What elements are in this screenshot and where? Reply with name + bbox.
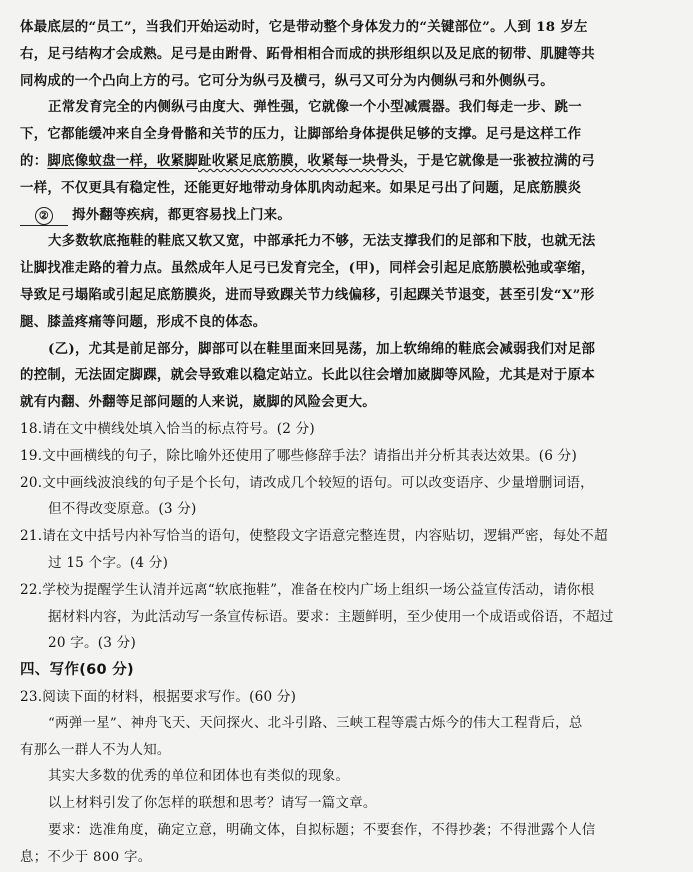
passage-line: 一样，不仅更具有稳定性，还能更好地带动身体肌肉动起来。如果足弓出了问题，足底筋膜炎	[20, 179, 582, 196]
passage-line: 就有内翻、外翻等足部问题的人来说，崴脚的风险会更大。	[20, 394, 376, 411]
question-21-cont: 过 15 个字。(4 分)	[48, 554, 169, 571]
underlined-sentence: 脚底像蚊盘一样，收紧脚	[47, 152, 198, 169]
question-23: 23.阅读下面的材料，根据要求写作。(60 分)	[20, 688, 297, 705]
question-22: 22.学校为提醒学生认清并远离“软底拖鞋”，准备在校内广场上组织一场公益宣传活动，请你根	[20, 581, 595, 598]
blank-number: ②	[35, 207, 53, 225]
question-18: 18.请在文中横线处填入恰当的标点符号。(2 分)	[20, 420, 315, 437]
passage-text: 拇外翻等疾病，都更容易找上门来。	[72, 206, 292, 223]
requirement-line: 息；不少于 800 字。	[20, 849, 152, 865]
question-20-cont: 但不得改变原意。(3 分)	[48, 501, 197, 518]
passage-line	[20, 148, 677, 175]
passage-line: 下，它都能缓冲来自全身骨骼和关节的压力，让脚部给身体提供足够的支撑。足弓是这样工作	[20, 126, 582, 143]
passage-text: ，于是它就像是一张被拉满的弓	[403, 152, 596, 169]
passage-line: 体最底层的“员工”，当我们开始运动时，它是带动整个身体发力的“关键部位”。人到 18 岁左	[20, 19, 588, 35]
passage-line: 导致足弓塌陷或引起足底筋膜炎，进而导致踝关节力线偏移，引起踝关节退变，甚至引发“X”形	[20, 286, 595, 303]
section-heading-writing: 四、写作(60 分)	[20, 662, 134, 679]
material-line: 有那么一群人不为人知。	[20, 742, 171, 758]
passage-line: 同构成的一个凸向上方的弓。它可分为纵弓及横弓，纵弓又可分为内侧纵弓和外侧纵弓。	[20, 72, 554, 89]
question-19: 19.文中画横线的句子，除比喻外还使用了哪些修辞手法？请指出并分析其表达效果。(6 分)	[20, 447, 577, 464]
wavy-underlined-sentence: 趾收紧足底筋膜，收紧每一块骨头	[198, 152, 404, 169]
question-20: 20.文中画线波浪线的句子是个长句，请改成几个较短的语句。可以改变语序、少量增删词语，	[20, 474, 594, 491]
material-line: 其实大多数的优秀的单位和团体也有类似的现象。	[48, 769, 350, 785]
passage-line: 正常发育完全的内侧纵弓由度大、弹性强，它就像一个小型减震器。我们每走一步、跳一	[48, 99, 582, 116]
passage-line: (乙)，尤其是前足部分，脚部可以在鞋里面来回晃荡，加上软绵绵的鞋底会减弱我们对足部	[48, 340, 596, 357]
requirement-line: 要求：选准角度，确定立意，明确文体，自拟标题；不要套作，不得抄袭；不得泄露个人信	[48, 822, 596, 838]
material-line: “两弹一星”、神舟飞天、天问探火、北斗引路、三峡工程等震古烁今的伟大工程背后，总	[48, 715, 583, 731]
material-line: 以上材料引发了你怎样的联想和思考？请写一篇文章。	[48, 796, 377, 812]
passage-line: 大多数软底拖鞋的鞋底又软又宽，中部承托力不够，无法支撑我们的足部和下肢，也就无法	[48, 233, 596, 250]
question-22-cont: 20 字。(3 分)	[48, 635, 136, 652]
passage-line: 右，足弓结构才会成熟。足弓是由跗骨、跖骨相相合而成的拱形组织以及足底的韧带、肌腱等共	[20, 45, 596, 62]
question-21: 21.请在文中括号内补写恰当的语句，使整段文字语意完整连贯，内容贴切，逻辑严密，每处不超	[20, 528, 608, 545]
passage-line	[20, 202, 677, 229]
fill-blank	[20, 206, 68, 226]
question-22-cont: 据材料内容，为此活动写一条宣传标语。要求：主题鲜明，至少使用一个成语或俗语，不超过	[48, 608, 614, 625]
passage-line: 让脚找准走路的着力点。虽然成年人足弓已发育完全，(甲)，同样会引起足底筋膜松弛或挛缩，	[20, 260, 595, 277]
passage-line: 腿、膝盖疼痛等问题，形成不良的体态。	[20, 313, 267, 330]
passage-text: 的：	[20, 152, 48, 169]
passage-line: 的控制，无法固定脚踝，就会导致难以稳定站立。长此以往会增加崴脚等风险，尤其是对于原本	[20, 367, 596, 384]
